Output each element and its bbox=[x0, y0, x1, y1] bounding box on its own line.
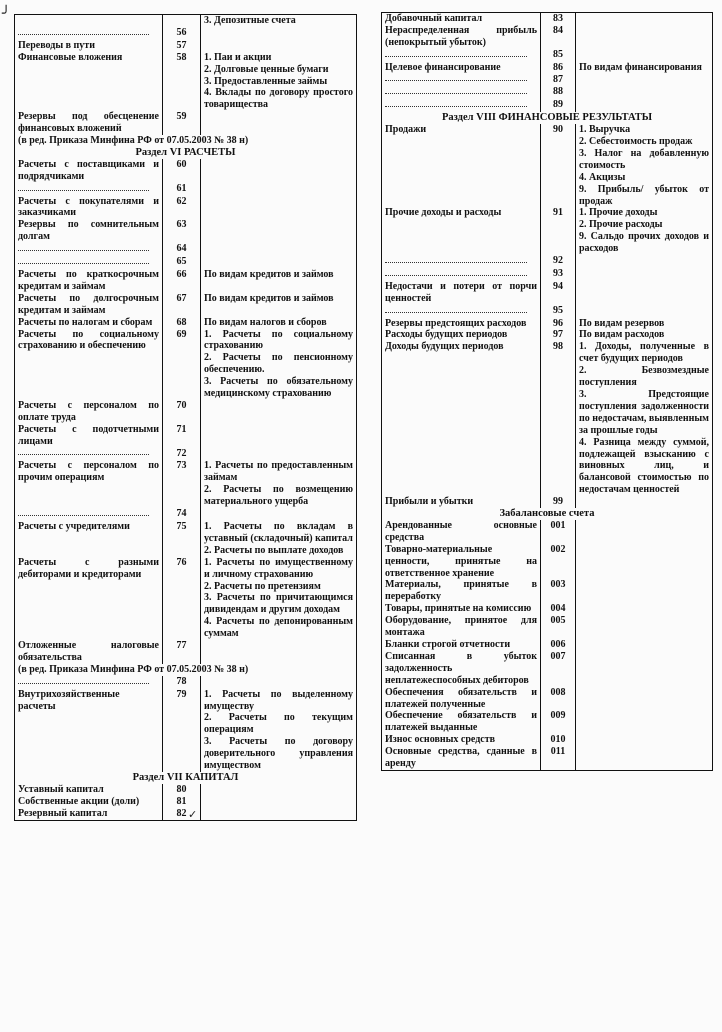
account-name: Списанная в убыток задолженность неплатежеспособных дебиторов bbox=[382, 651, 541, 687]
subaccount-item: 3. Расчеты по договору доверительного управления имуществом bbox=[204, 736, 353, 772]
subaccounts bbox=[201, 52, 357, 112]
subaccount-item: 1. Выручка bbox=[579, 124, 631, 136]
account-number: 99 bbox=[541, 496, 576, 508]
account-row bbox=[382, 268, 713, 281]
subaccount-item: 2. Расчеты по возмещению материального ущерба bbox=[204, 484, 353, 508]
account-name: Товарно-материальные ценности, принятые на ответственное хранение bbox=[382, 544, 541, 580]
subaccount-item: 4. Акцизы bbox=[579, 171, 626, 183]
subaccounts bbox=[201, 317, 357, 329]
account-number: 001 bbox=[541, 520, 576, 544]
subaccount-item: 3. Предоставленные займы bbox=[204, 75, 328, 87]
subaccounts bbox=[576, 710, 713, 734]
subaccount-item: 2. Прочие расходы bbox=[579, 219, 663, 231]
account-number: 71 bbox=[163, 424, 201, 448]
subaccounts bbox=[576, 305, 713, 318]
subaccount-item: По видам кредитов и займов bbox=[204, 292, 334, 304]
subaccount-item: 2. Расчеты по претензиям bbox=[204, 580, 321, 592]
subaccount-item: 1. Паи и акции bbox=[204, 51, 272, 63]
account-row bbox=[15, 808, 357, 820]
subaccount-item: 9. Сальдо прочих доходов и расходов bbox=[579, 231, 709, 255]
account-number: 002 bbox=[541, 544, 576, 580]
dotted-placeholder bbox=[18, 22, 149, 35]
account-number: 94 bbox=[541, 281, 576, 305]
subaccounts bbox=[576, 341, 713, 496]
account-row bbox=[382, 341, 713, 496]
account-name: Финансовые вложения bbox=[15, 52, 163, 112]
subaccounts bbox=[576, 329, 713, 341]
account-number: 75 bbox=[163, 521, 201, 557]
account-number: 65 bbox=[163, 256, 201, 269]
account-row bbox=[15, 111, 357, 135]
subaccounts bbox=[201, 15, 357, 27]
checkmark-icon: ✓ bbox=[188, 808, 198, 821]
dotted-placeholder bbox=[385, 94, 527, 107]
subaccount-item: По видам финансирования bbox=[579, 61, 702, 73]
dotted-placeholder bbox=[18, 503, 149, 516]
account-row bbox=[15, 784, 357, 796]
subaccounts bbox=[201, 796, 357, 808]
account-row bbox=[15, 27, 357, 40]
account-row bbox=[15, 293, 357, 317]
subaccounts bbox=[576, 99, 713, 112]
account-number: 87 bbox=[541, 74, 576, 87]
account-row bbox=[382, 639, 713, 651]
account-number: 63 bbox=[163, 219, 201, 243]
account-name: Расчеты с учредителями bbox=[15, 521, 163, 557]
account-number bbox=[163, 15, 201, 27]
subaccounts bbox=[576, 25, 713, 49]
account-number: 93 bbox=[541, 268, 576, 281]
account-number: 97 bbox=[541, 329, 576, 341]
account-number: 82 bbox=[163, 808, 201, 820]
account-row bbox=[382, 99, 713, 112]
subaccounts bbox=[201, 40, 357, 52]
subaccount-item: 3. Расчеты по причитающимся дивидендам и другим доходам bbox=[204, 592, 353, 616]
account-name: Прибыли и убытки bbox=[382, 496, 541, 508]
account-row bbox=[382, 124, 713, 207]
subaccount-item: 4. Расчеты по депонированным суммам bbox=[204, 616, 353, 640]
account-row bbox=[382, 603, 713, 615]
account-number: 67 bbox=[163, 293, 201, 317]
account-name bbox=[382, 49, 541, 62]
account-row bbox=[15, 400, 357, 424]
account-number: 60 bbox=[163, 159, 201, 183]
chart-of-accounts-right-table bbox=[381, 12, 713, 771]
amendment-note: (в ред. Приказа Минфина РФ от 07.05.2003 № 38 н) bbox=[18, 663, 249, 675]
account-name: Недостачи и потери от порчи ценностей bbox=[382, 281, 541, 305]
account-row bbox=[382, 329, 713, 341]
account-row bbox=[15, 256, 357, 269]
account-name: Расчеты по краткосрочным кредитам и займам bbox=[15, 269, 163, 293]
account-row bbox=[382, 49, 713, 62]
subaccounts bbox=[576, 603, 713, 615]
subaccounts bbox=[576, 255, 713, 268]
subaccounts bbox=[201, 640, 357, 664]
section-header-row bbox=[382, 112, 713, 124]
subaccounts bbox=[576, 496, 713, 508]
account-number: 74 bbox=[163, 508, 201, 521]
account-row bbox=[382, 615, 713, 639]
subaccounts bbox=[576, 579, 713, 603]
account-row bbox=[15, 52, 357, 112]
account-name bbox=[15, 676, 163, 689]
account-row bbox=[15, 521, 357, 557]
account-name: Оборудование, принятое для монтажа bbox=[382, 615, 541, 639]
account-row bbox=[382, 579, 713, 603]
account-number: 85 bbox=[541, 49, 576, 62]
scan-mark-icon: ╯ bbox=[2, 6, 11, 22]
subaccount-item: 3. Депозитные счета bbox=[204, 15, 296, 26]
subaccounts bbox=[576, 124, 713, 207]
account-name bbox=[15, 508, 163, 521]
subaccounts bbox=[576, 62, 713, 74]
account-row bbox=[382, 687, 713, 711]
account-number: 58 bbox=[163, 52, 201, 112]
subaccounts bbox=[576, 74, 713, 87]
subaccount-item: По видам кредитов и займов bbox=[204, 268, 334, 280]
subaccounts bbox=[201, 243, 357, 256]
subaccount-item: 3. Предстоящие поступления задолженности по недостачам, выявленным за прошлые годы bbox=[579, 388, 709, 436]
account-number: 77 bbox=[163, 640, 201, 664]
account-number: 56 bbox=[163, 27, 201, 40]
account-row bbox=[382, 651, 713, 687]
subaccount-item: 1. Расчеты по предоставленным займам bbox=[204, 460, 353, 484]
account-row bbox=[15, 460, 357, 508]
account-number: 88 bbox=[541, 86, 576, 99]
account-number: 73 bbox=[163, 460, 201, 508]
account-number: 92 bbox=[541, 255, 576, 268]
subaccount-item: 2. Расчеты по пенсионному обеспечению. bbox=[204, 352, 353, 376]
account-row bbox=[382, 318, 713, 330]
account-name: Продажи bbox=[382, 124, 541, 207]
account-row bbox=[15, 269, 357, 293]
dotted-placeholder bbox=[18, 443, 149, 456]
account-name: Товары, принятые на комиссию bbox=[382, 603, 541, 615]
subaccount-item: 1. Расчеты по вкладам в уставный (складочный) капитал bbox=[204, 520, 353, 544]
account-name bbox=[382, 305, 541, 318]
account-name: Резервный капитал bbox=[15, 808, 163, 820]
account-number: 011 bbox=[541, 746, 576, 770]
account-number: 83 bbox=[541, 13, 576, 25]
dotted-placeholder bbox=[385, 300, 527, 313]
account-name bbox=[15, 183, 163, 196]
subaccount-item: 3. Расчеты по обязательному медицинскому страхованию bbox=[204, 376, 353, 400]
subaccounts bbox=[576, 544, 713, 580]
subaccounts bbox=[576, 13, 713, 25]
account-name: Расчеты с покупателями и заказчиками bbox=[15, 196, 163, 220]
account-row bbox=[15, 508, 357, 521]
account-number: 72 bbox=[163, 448, 201, 461]
account-name: Основные средства, сданные в аренду bbox=[382, 746, 541, 770]
subaccount-item: 1. Расчеты по выделенному имуществу bbox=[204, 688, 353, 712]
subaccounts bbox=[201, 293, 357, 317]
section-header-row bbox=[382, 508, 713, 520]
account-number: 64 bbox=[163, 243, 201, 256]
account-number: 005 bbox=[541, 615, 576, 639]
account-row bbox=[382, 746, 713, 770]
subaccount-item: 3. Налог на добавленную стоимость bbox=[579, 147, 709, 171]
subaccounts bbox=[201, 448, 357, 461]
account-row bbox=[15, 676, 357, 689]
subaccounts bbox=[201, 329, 357, 400]
subaccounts bbox=[576, 615, 713, 639]
subaccounts bbox=[576, 687, 713, 711]
subaccounts bbox=[201, 256, 357, 269]
account-number: 007 bbox=[541, 651, 576, 687]
account-number: 89 bbox=[541, 99, 576, 112]
subaccount-item: 2. Расчеты по текущим операциям bbox=[204, 712, 353, 736]
account-number: 78 bbox=[163, 676, 201, 689]
account-number: 91 bbox=[541, 207, 576, 255]
account-name: Доходы будущих периодов bbox=[382, 341, 541, 496]
subaccount-item: По видам расходов bbox=[579, 329, 665, 341]
account-row bbox=[382, 520, 713, 544]
subaccounts bbox=[201, 557, 357, 640]
subaccounts bbox=[576, 281, 713, 305]
account-number: 59 bbox=[163, 111, 201, 135]
account-number: 98 bbox=[541, 341, 576, 496]
dotted-placeholder bbox=[385, 263, 527, 276]
account-number: 003 bbox=[541, 579, 576, 603]
dotted-placeholder bbox=[18, 238, 149, 251]
account-name: Резервы под обесценение финансовых вложений bbox=[15, 111, 163, 135]
subaccounts bbox=[576, 268, 713, 281]
subaccount-item: 2. Себестоимость продаж bbox=[579, 136, 693, 147]
account-number: 84 bbox=[541, 25, 576, 49]
account-number: 66 bbox=[163, 269, 201, 293]
account-name: Нераспределенная прибыль (непокрытый убыток) bbox=[382, 25, 541, 49]
amendment-note: (в ред. Приказа Минфина РФ от 07.05.2003 № 38 н) bbox=[18, 135, 249, 147]
subaccounts bbox=[576, 86, 713, 99]
subaccount-item: 1. Расчеты по имущественному и личному страхованию bbox=[204, 556, 353, 580]
subaccounts bbox=[201, 460, 357, 508]
subaccounts bbox=[201, 159, 357, 183]
subaccount-item: 2. Безвозмездные поступления bbox=[579, 365, 709, 389]
account-number: 62 bbox=[163, 196, 201, 220]
account-number: 010 bbox=[541, 734, 576, 746]
account-number: 95 bbox=[541, 305, 576, 318]
account-row bbox=[382, 496, 713, 508]
account-number: 86 bbox=[541, 62, 576, 74]
subaccounts bbox=[201, 111, 357, 135]
subaccounts bbox=[576, 639, 713, 651]
subaccount-item: 4. Разница между суммой, подлежащей взысканию с виновных лиц, и балансовой стоимостью по недостачам ценностей bbox=[579, 436, 709, 496]
subaccounts bbox=[201, 808, 357, 820]
account-number: 009 bbox=[541, 710, 576, 734]
subaccounts bbox=[576, 318, 713, 330]
dotted-placeholder bbox=[385, 250, 527, 263]
account-name: Расходы будущих периодов bbox=[382, 329, 541, 341]
subaccount-item: 2. Долговые ценные бумаги bbox=[204, 63, 329, 75]
account-name: Прочие доходы и расходы bbox=[382, 207, 541, 255]
note-row bbox=[15, 135, 357, 147]
account-name: Переводы в пути bbox=[15, 40, 163, 52]
subaccounts bbox=[201, 424, 357, 448]
account-row bbox=[15, 557, 357, 640]
subaccounts bbox=[201, 219, 357, 243]
account-number: 70 bbox=[163, 400, 201, 424]
account-row bbox=[382, 544, 713, 580]
account-number: 008 bbox=[541, 687, 576, 711]
subaccounts bbox=[201, 676, 357, 689]
account-number: 79 bbox=[163, 689, 201, 772]
dotted-placeholder bbox=[18, 178, 149, 191]
account-row bbox=[382, 734, 713, 746]
subaccounts bbox=[201, 689, 357, 772]
section-title: Раздел VI РАСЧЕТЫ bbox=[135, 146, 236, 158]
account-name: Расчеты с персоналом по прочим операциям bbox=[15, 460, 163, 508]
subaccount-item: По видам налогов и сборов bbox=[204, 316, 327, 328]
account-row bbox=[382, 710, 713, 734]
section-title: Раздел VIII ФИНАНСОВЫЕ РЕЗУЛЬТАТЫ bbox=[441, 112, 653, 124]
subaccounts bbox=[201, 400, 357, 424]
section-title: Раздел VII КАПИТАЛ bbox=[132, 771, 239, 783]
subaccounts bbox=[576, 520, 713, 544]
subaccounts bbox=[576, 207, 713, 255]
subaccount-item: 1. Расчеты по социальному страхованию bbox=[204, 328, 353, 352]
account-number: 004 bbox=[541, 603, 576, 615]
subaccount-item: По видам резервов bbox=[579, 317, 665, 329]
account-name: Расчеты с подотчетными лицами bbox=[15, 424, 163, 448]
account-row bbox=[382, 207, 713, 255]
account-number: 81 bbox=[163, 796, 201, 808]
account-number: 96 bbox=[541, 318, 576, 330]
account-name bbox=[15, 27, 163, 40]
account-row bbox=[382, 305, 713, 318]
account-number: 68 bbox=[163, 317, 201, 329]
account-name: Добавочный капитал bbox=[382, 13, 541, 25]
account-number: 90 bbox=[541, 124, 576, 207]
subaccounts bbox=[576, 746, 713, 770]
account-row bbox=[15, 329, 357, 400]
account-name: Целевое финансирование bbox=[382, 62, 541, 74]
account-name: Резервы по сомнительным долгам bbox=[15, 219, 163, 243]
subaccounts bbox=[576, 651, 713, 687]
account-number: 76 bbox=[163, 557, 201, 640]
account-row bbox=[15, 317, 357, 329]
subaccount-item: 1. Прочие доходы bbox=[579, 207, 658, 219]
subaccount-item: 2. Расчеты по выплате доходов bbox=[204, 544, 344, 556]
account-row bbox=[15, 796, 357, 808]
subaccounts bbox=[201, 521, 357, 557]
dotted-placeholder bbox=[385, 81, 527, 94]
account-name: Износ основных средств bbox=[382, 734, 541, 746]
subaccount-item: 9. Прибыль/ убыток от продаж bbox=[579, 183, 709, 207]
subaccounts bbox=[201, 196, 357, 220]
section-header-row bbox=[15, 147, 357, 159]
subaccount-item: 1. Доходы, полученные в счет будущих периодов bbox=[579, 341, 709, 365]
account-name bbox=[15, 256, 163, 269]
account-name: Расчеты по социальному страхованию и обеспечению bbox=[15, 329, 163, 400]
account-row bbox=[382, 13, 713, 25]
account-row bbox=[15, 40, 357, 52]
account-name bbox=[15, 448, 163, 461]
subaccounts bbox=[576, 734, 713, 746]
account-row bbox=[15, 196, 357, 220]
subaccounts bbox=[576, 49, 713, 62]
account-row bbox=[15, 640, 357, 664]
subaccounts bbox=[201, 183, 357, 196]
dotted-placeholder bbox=[18, 671, 149, 684]
account-name: Материалы, принятые в переработку bbox=[382, 579, 541, 603]
dotted-placeholder bbox=[18, 251, 149, 264]
account-row bbox=[15, 448, 357, 461]
account-name: Уставный капитал bbox=[15, 784, 163, 796]
account-number: 69 bbox=[163, 329, 201, 400]
account-name: Отложенные налоговые обязательства bbox=[15, 640, 163, 664]
account-name: Внутрихозяйственные расчеты bbox=[15, 689, 163, 772]
account-number: 80 bbox=[163, 784, 201, 796]
dotted-placeholder bbox=[385, 44, 527, 57]
account-name: Расчеты по долгосрочным кредитам и займам bbox=[15, 293, 163, 317]
account-name: Расчеты с разными дебиторами и кредиторами bbox=[15, 557, 163, 640]
account-name: Арендованные основные средства bbox=[382, 520, 541, 544]
account-name: Обеспечения обязательств и платежей полученные bbox=[382, 687, 541, 711]
subaccounts bbox=[201, 784, 357, 796]
account-name bbox=[382, 99, 541, 112]
section-title: Забалансовые счета bbox=[499, 508, 595, 520]
account-name: Бланки строгой отчетности bbox=[382, 639, 541, 651]
section-header-row bbox=[15, 772, 357, 784]
account-name: Расчеты по налогам и сборам bbox=[15, 317, 163, 329]
account-name bbox=[382, 268, 541, 281]
subaccount-item: 4. Вклады по договору простого товарищества bbox=[204, 87, 353, 111]
account-name: Собственные акции (доли) bbox=[15, 796, 163, 808]
account-name: Обеспечение обязательств и платежей выданные bbox=[382, 710, 541, 734]
subaccounts bbox=[201, 269, 357, 293]
account-number: 61 bbox=[163, 183, 201, 196]
account-number: 57 bbox=[163, 40, 201, 52]
account-name: Расчеты с поставщиками и подрядчиками bbox=[15, 159, 163, 183]
account-name: Расчеты с персоналом по оплате труда bbox=[15, 400, 163, 424]
chart-of-accounts-left-table bbox=[14, 14, 357, 821]
account-row bbox=[15, 183, 357, 196]
account-name: Резервы предстоящих расходов bbox=[382, 318, 541, 330]
dotted-placeholder bbox=[385, 69, 527, 82]
subaccounts bbox=[201, 508, 357, 521]
subaccounts bbox=[201, 27, 357, 40]
account-number: 006 bbox=[541, 639, 576, 651]
account-row bbox=[15, 689, 357, 772]
